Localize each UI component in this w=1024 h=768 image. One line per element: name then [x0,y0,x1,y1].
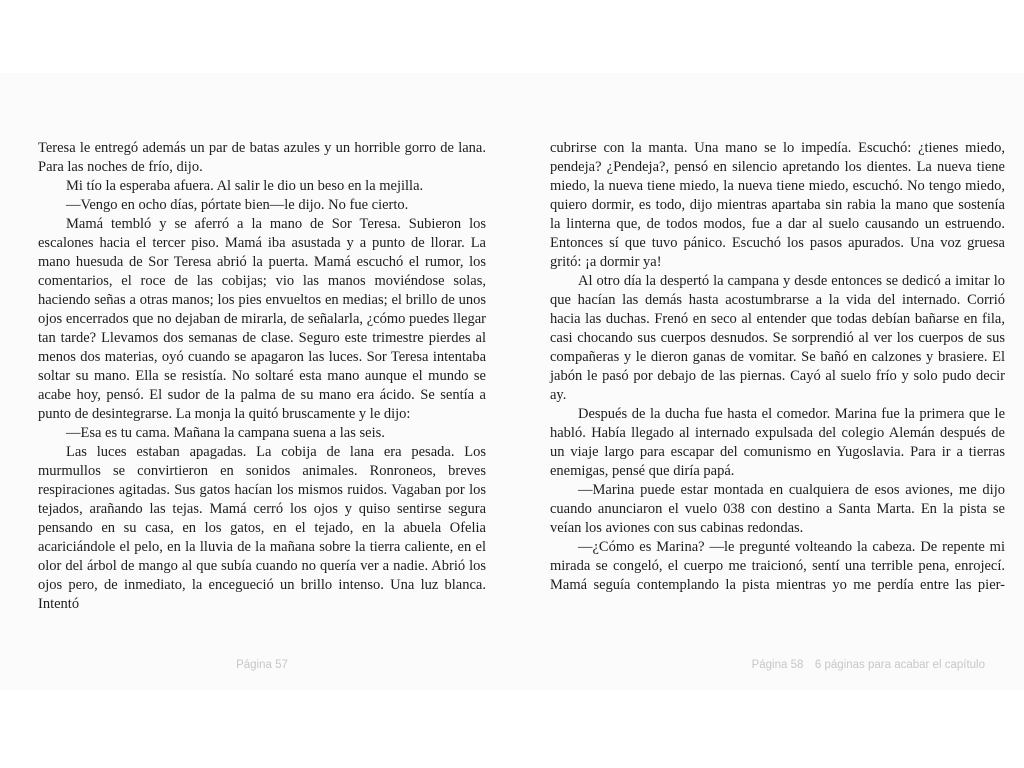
paragraph: —Vengo en ocho días, pórtate bien—le dijo. No fue cierto. [66,197,409,213]
chapter-progress-label: 6 páginas para acabar el capítulo [814,659,985,671]
reading-surface[interactable] [0,73,1024,690]
paragraph: Al otro día la despertó la campana y desde entonces se dedicó a imitar lo que hacían las demás hasta acostumbrarse a la vida del internado. Corrió hacia las duchas. Frenó en seco al entender que todas debían bañarse en fila, casi chocando sus cuerpos desnudos. Se sorprendió al ver los cuerpos de sus compañeras y le dieron ganas de vomitar. Se bañó en calzones y brasiere. El jabón le pasó por debajo de las piernas. Cayó al suelo frío y solo pudo decir ay. [550,273,1005,403]
paragraph: Teresa le entregó además un par de batas azules y un horrible gorro de lana. Para las noches de frío, dijo. [38,140,486,175]
page-number-left: Página 57 [236,659,288,671]
paragraph: —Esa es tu cama. Mañana la campana suena a las seis. [66,425,385,441]
book-page-left [38,139,486,614]
book-page-right [550,139,1005,595]
paragraph: —Marina puede estar montada en cualquiera de esos aviones, me dijo cuando anunciaron el vuelo 038 con destino a Santa Marta. En la pista se veían los aviones con sus cabinas redondas. [550,482,1005,536]
paragraph: Mi tío la esperaba afuera. Al salir le dio un beso en la mejilla. [66,178,424,194]
paragraph: Mamá tembló y se aferró a la mano de Sor Teresa. Subieron los escalones hacia el tercer piso. Mamá iba asustada y a punto de llorar. La mano huesuda de Sor Teresa abrió la puerta. Mamá escuchó el rumor, los comentarios, el roce de las cobijas; vio las manos moviéndose solas, haciendo señas a otras manos; los pies envueltos en medias; el brillo de unos ojos encerrados que no dejaban de mirarla, de señalarla, ¿cómo puedes llegar tan tarde? Llevamos dos semanas de clase. Seguro este trimestre pierdes al menos dos materias, oyó cuando se apagaron las luces. Sor Teresa intentaba soltar su mano. Ella se resistía. No soltaré esta mano aunque el mundo se acabe hoy, pensó. El sudor de la palma de su mano era ácido. Se sentía a punto de desintegrarse. La monja la quitó bruscamente y le dijo: [38,216,486,422]
page-number-right: Página 58 [751,659,804,671]
paragraph: Las luces estaban apagadas. La cobija de lana era pesada. Los murmullos se convirtieron en sonidos animales. Ronroneos, breves respiraciones agitadas. Sus gatos hacían los mismos ruidos. Vagaban por los tejados, arañando las tejas. Mamá cerró los ojos y quiso sentirse segura pensando en su casa, en los gatos, en el tejado, en la abuela Ofelia acariciándole el pelo, en la lluvia de la mañana sobre la tierra caliente, en el olor del árbol de mango al que subía cuando no quería ver a nadie. Abrió los ojos pero, de inmediato, la encegueció un brillo intenso. Una luz blanca. Intentó [38,444,486,612]
paragraph: —¿Cómo es Marina? —le pregunté volteando la cabeza. De repente mi mirada se congeló, el cuerpo me traicionó, sentí una terrible pena, enrojecí. Mamá seguía contemplando la pista mientras yo me perdía entre las pier- [550,539,1005,593]
paragraph: cubrirse con la manta. Una mano se lo impedía. Escuchó: ¿tienes miedo, pendeja? ¿Pendeja?, pensó en silencio apretando los dientes. La nueva tiene miedo, la nueva tiene miedo, la nueva tiene miedo, escuchó. No tengo miedo, quiero dormir, es todo, dijo mientras apartaba sin rabia la mano que sostenía la linterna que, de todos modos, fue a dar al suelo causando un estruendo. Entonces sí que tuvo pánico. Escuchó los pasos apurados. Una voz gruesa gritó: ¡a dormir ya! [550,140,1005,270]
paragraph: Después de la ducha fue hasta el comedor. Marina fue la primera que le habló. Había llegado al internado expulsada del colegio Alemán después de un viaje largo para escapar del comunismo en Yugoslavia. Para ir a tierras enemigas, pensé que diría papá. [550,406,1005,479]
